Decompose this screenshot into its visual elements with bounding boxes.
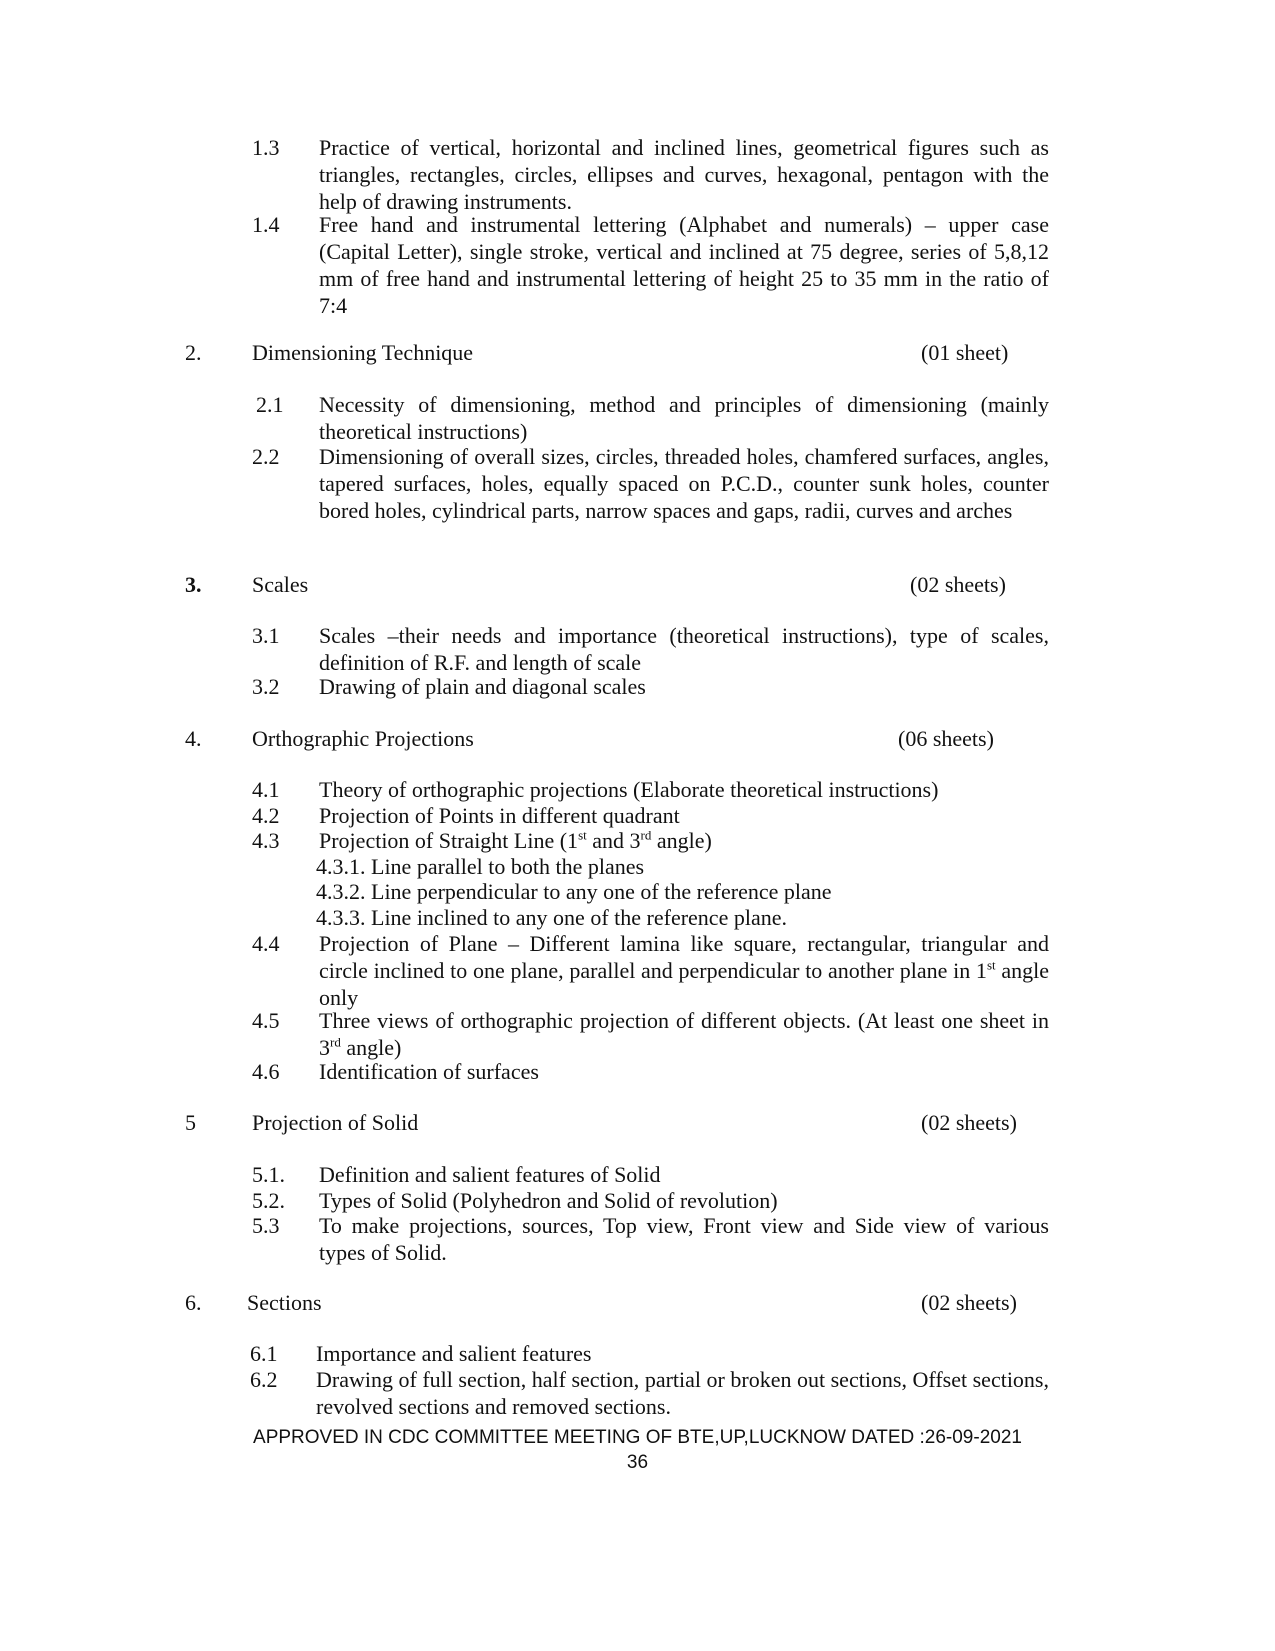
page-number: 36 bbox=[626, 1452, 649, 1473]
sheet-count: (02 sheets) bbox=[910, 572, 1006, 597]
item-number: 3.2 bbox=[252, 674, 280, 699]
section-number: 2. bbox=[185, 340, 202, 365]
section-number: 4. bbox=[185, 726, 202, 751]
sheet-count: (01 sheet) bbox=[921, 340, 1009, 365]
item-number: 4.2 bbox=[252, 803, 280, 828]
item-number: 5.2. bbox=[252, 1188, 285, 1213]
item-number: 5.3 bbox=[252, 1213, 280, 1238]
section-number: 6. bbox=[185, 1290, 202, 1315]
item-text: Theory of orthographic projections (Elaborate theoretical instructions) bbox=[319, 777, 939, 802]
section-title: Orthographic Projections bbox=[252, 726, 474, 751]
item-number: 4.1 bbox=[252, 777, 280, 802]
item-text: Projection of Points in different quadrant bbox=[319, 803, 680, 828]
section-title: Dimensioning Technique bbox=[252, 340, 474, 365]
item-text: Dimensioning of overall sizes, circles, threaded holes, chamfered surfaces, angles, tapered surfaces, holes, equally spaced on P.C.D., counter sunk holes, counter bored holes, cylindrical parts, narrow spaces and gaps, radii, curves and arches bbox=[319, 444, 1049, 523]
item-number: 4.4 bbox=[252, 931, 280, 956]
section-number: 5 bbox=[185, 1110, 196, 1135]
item-number: 3.1 bbox=[252, 623, 280, 648]
item-text: Free hand and instrumental lettering (Alphabet and numerals) – upper case (Capital Letter), single stroke, vertical and inclined at 75 degree, series of 5,8,12 mm of free hand and instrumental lettering of height 25 to 35 mm in the ratio of 7:4 bbox=[319, 212, 1049, 318]
item-text: Projection of Plane – Different lamina like square, rectangular, triangular and circle inclined to one plane, parallel and perpendicular to another plane in 1st angle only bbox=[319, 931, 1049, 1010]
item-number: 2.1 bbox=[256, 392, 284, 417]
item-text: Definition and salient features of Solid bbox=[319, 1162, 661, 1187]
item-text: Importance and salient features bbox=[316, 1341, 592, 1366]
item-text: Practice of vertical, horizontal and inclined lines, geometrical figures such as triangles, rectangles, circles, ellipses and curves, hexagonal, pentagon with the help of drawing instruments. bbox=[319, 135, 1049, 214]
item-number: 6.1 bbox=[250, 1341, 278, 1366]
item-text: To make projections, sources, Top view, Front view and Side view of various types of Solid. bbox=[319, 1213, 1049, 1265]
sub-item-text: 4.3.3. Line inclined to any one of the reference plane. bbox=[316, 905, 787, 930]
item-text: Identification of surfaces bbox=[319, 1059, 539, 1084]
section-title: Projection of Solid bbox=[252, 1110, 419, 1135]
item-text: Scales –their needs and importance (theoretical instructions), type of scales, definition of R.F. and length of scale bbox=[319, 623, 1049, 675]
approval-footer: APPROVED IN CDC COMMITTEE MEETING OF BTE,UP,LUCKNOW DATED :26-09-2021 bbox=[253, 1427, 1022, 1448]
section-title: Sections bbox=[247, 1290, 322, 1315]
item-text: Projection of Straight Line (1st and 3rd angle) bbox=[319, 827, 712, 853]
item-text: Necessity of dimensioning, method and principles of dimensioning (mainly theoretical instructions) bbox=[319, 392, 1049, 444]
sheet-count: (06 sheets) bbox=[898, 726, 994, 751]
item-number: 4.3 bbox=[252, 828, 280, 853]
item-number: 4.5 bbox=[252, 1008, 280, 1033]
sheet-count: (02 sheets) bbox=[921, 1110, 1017, 1135]
item-number: 1.3 bbox=[252, 135, 280, 160]
sub-item-text: 4.3.1. Line parallel to both the planes bbox=[316, 854, 645, 879]
sub-item-text: 4.3.2. Line perpendicular to any one of the reference plane bbox=[316, 879, 832, 904]
item-number: 1.4 bbox=[252, 212, 280, 237]
item-number: 2.2 bbox=[252, 444, 280, 469]
section-number: 3. bbox=[185, 572, 202, 597]
item-number: 6.2 bbox=[250, 1367, 278, 1392]
item-text: Drawing of full section, half section, partial or broken out sections, Offset sections, revolved sections and removed sections. bbox=[316, 1367, 1049, 1419]
section-title: Scales bbox=[252, 572, 309, 597]
sheet-count: (02 sheets) bbox=[921, 1290, 1017, 1315]
item-text: Drawing of plain and diagonal scales bbox=[319, 674, 646, 699]
item-text: Types of Solid (Polyhedron and Solid of revolution) bbox=[319, 1188, 778, 1213]
item-text: Three views of orthographic projection of different objects. (At least one sheet in 3rd angle) bbox=[319, 1008, 1049, 1060]
item-number: 4.6 bbox=[252, 1059, 280, 1084]
item-number: 5.1. bbox=[252, 1162, 285, 1187]
